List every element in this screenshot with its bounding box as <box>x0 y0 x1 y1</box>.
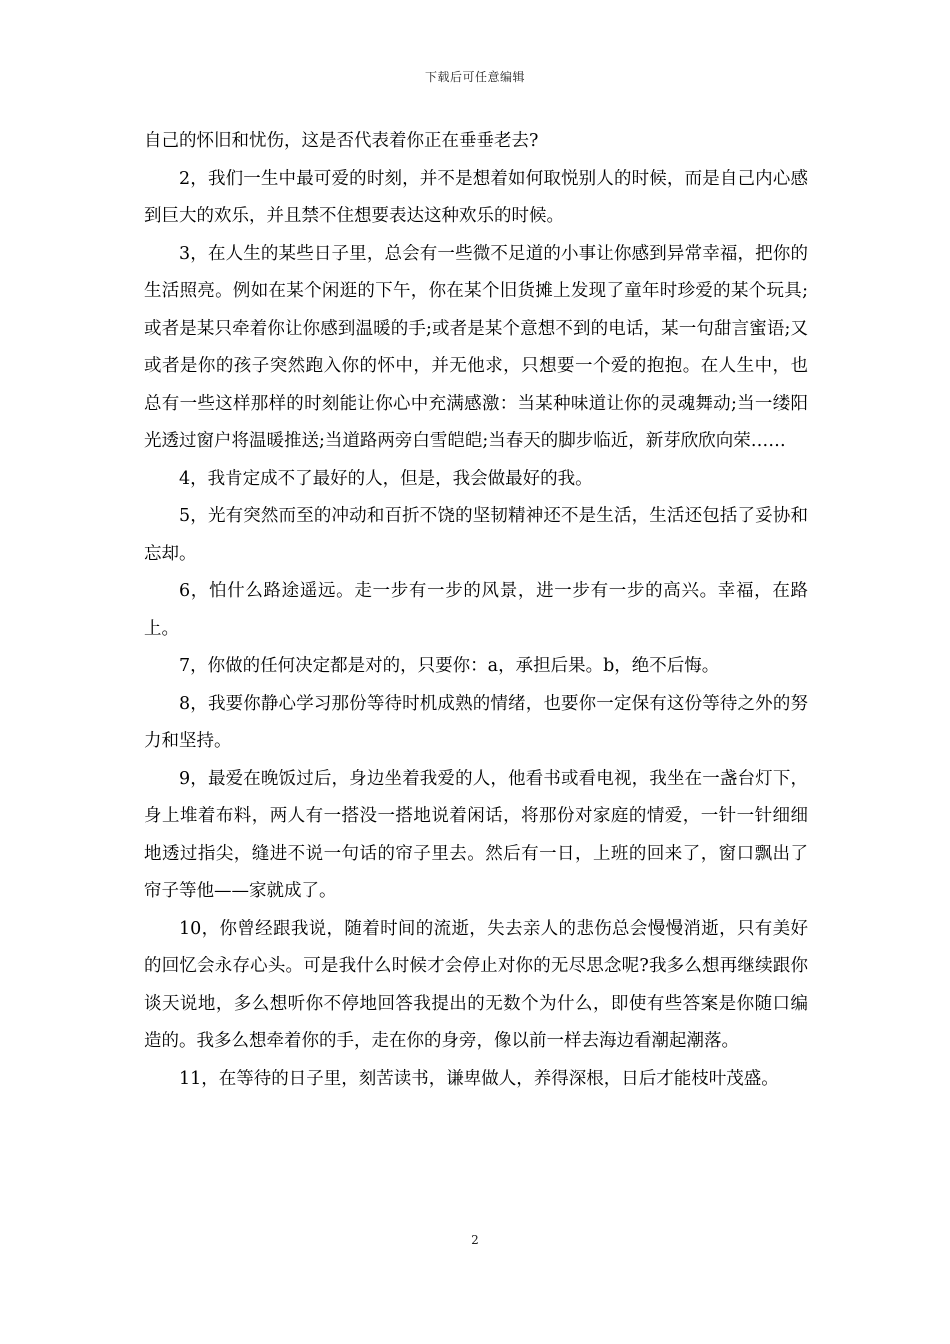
page-header: 下载后可任意编辑 <box>424 70 525 84</box>
paragraph-item-10: 10，你曾经跟我说，随着时间的流逝，失去亲人的悲伤总会慢慢消逝，只有美好的回忆会永存心头。可是我什么时候才会停止对你的无尽思念呢?我多么想再继续跟你谈天说地，多么想听你不停地回答我提出的无数个为什么，即使有些答案是你随口编造的。我多么想牵着你的手，走在你的身旁，像以前一样去海边看潮起潮落。 <box>144 918 808 1051</box>
document-body <box>144 123 808 1098</box>
paragraph-item-3: 3，在人生的某些日子里，总会有一些微不足道的小事让你感到异常幸福，把你的生活照亮。例如在某个闲逛的下午，你在某个旧货摊上发现了童年时珍爱的某个玩具;或者是某只牵着你让你感到温暖的手;或者是某个意想不到的电话，某一句甜言蜜语;又或者是你的孩子突然跑入你的怀中，并无他求，只想要一个爱的抱抱。在人生中，也总有一些这样那样的时刻能让你心中充满感激：当某种味道让你的灵魂舞动;当一缕阳光透过窗户将温暖推送;当道路两旁白雪皑皑;当春天的脚步临近，新芽欣欣向荣…… <box>144 243 808 451</box>
paragraph-item-7: 7，你做的任何决定都是对的，只要你：a，承担后果。b，绝不后悔。 <box>179 656 720 676</box>
paragraph-item-5: 5，光有突然而至的冲动和百折不饶的坚韧精神还不是生活，生活还包括了妥协和忘却。 <box>144 506 808 564</box>
paragraph-continuation: 自己的怀旧和忧伤，这是否代表着你正在垂垂老去? <box>144 131 539 151</box>
paragraph-item-6: 6，怕什么路途遥远。走一步有一步的风景，进一步有一步的高兴。幸福，在路上。 <box>144 581 808 639</box>
paragraph-item-4: 4，我肯定成不了最好的人，但是，我会做最好的我。 <box>179 468 593 489</box>
paragraph-item-8: 8，我要你静心学习那份等待时机成熟的情绪，也要你一定保有这份等待之外的努力和坚持。 <box>144 693 808 751</box>
paragraph-item-9: 9，最爱在晚饭过后，身边坐着我爱的人，他看书或看电视，我坐在一盏台灯下，身上堆着布料，两人有一搭没一搭地说着闲话，将那份对家庭的情爱，一针一针细细地透过指尖，缝进不说一句话的帘子里去。然后有一日，上班的回来了，窗口飘出了帘子等他——家就成了。 <box>144 768 808 901</box>
paragraph-item-2: 2，我们一生中最可爱的时刻，并不是想着如何取悦别人的时候，而是自己内心感到巨大的欢乐，并且禁不住想要表达这种欢乐的时候。 <box>144 168 808 226</box>
paragraph-item-11: 11，在等待的日子里，刻苦读书，谦卑做人，养得深根，日后才能枝叶茂盛。 <box>179 1068 779 1089</box>
page-number: 2 <box>471 1233 479 1247</box>
